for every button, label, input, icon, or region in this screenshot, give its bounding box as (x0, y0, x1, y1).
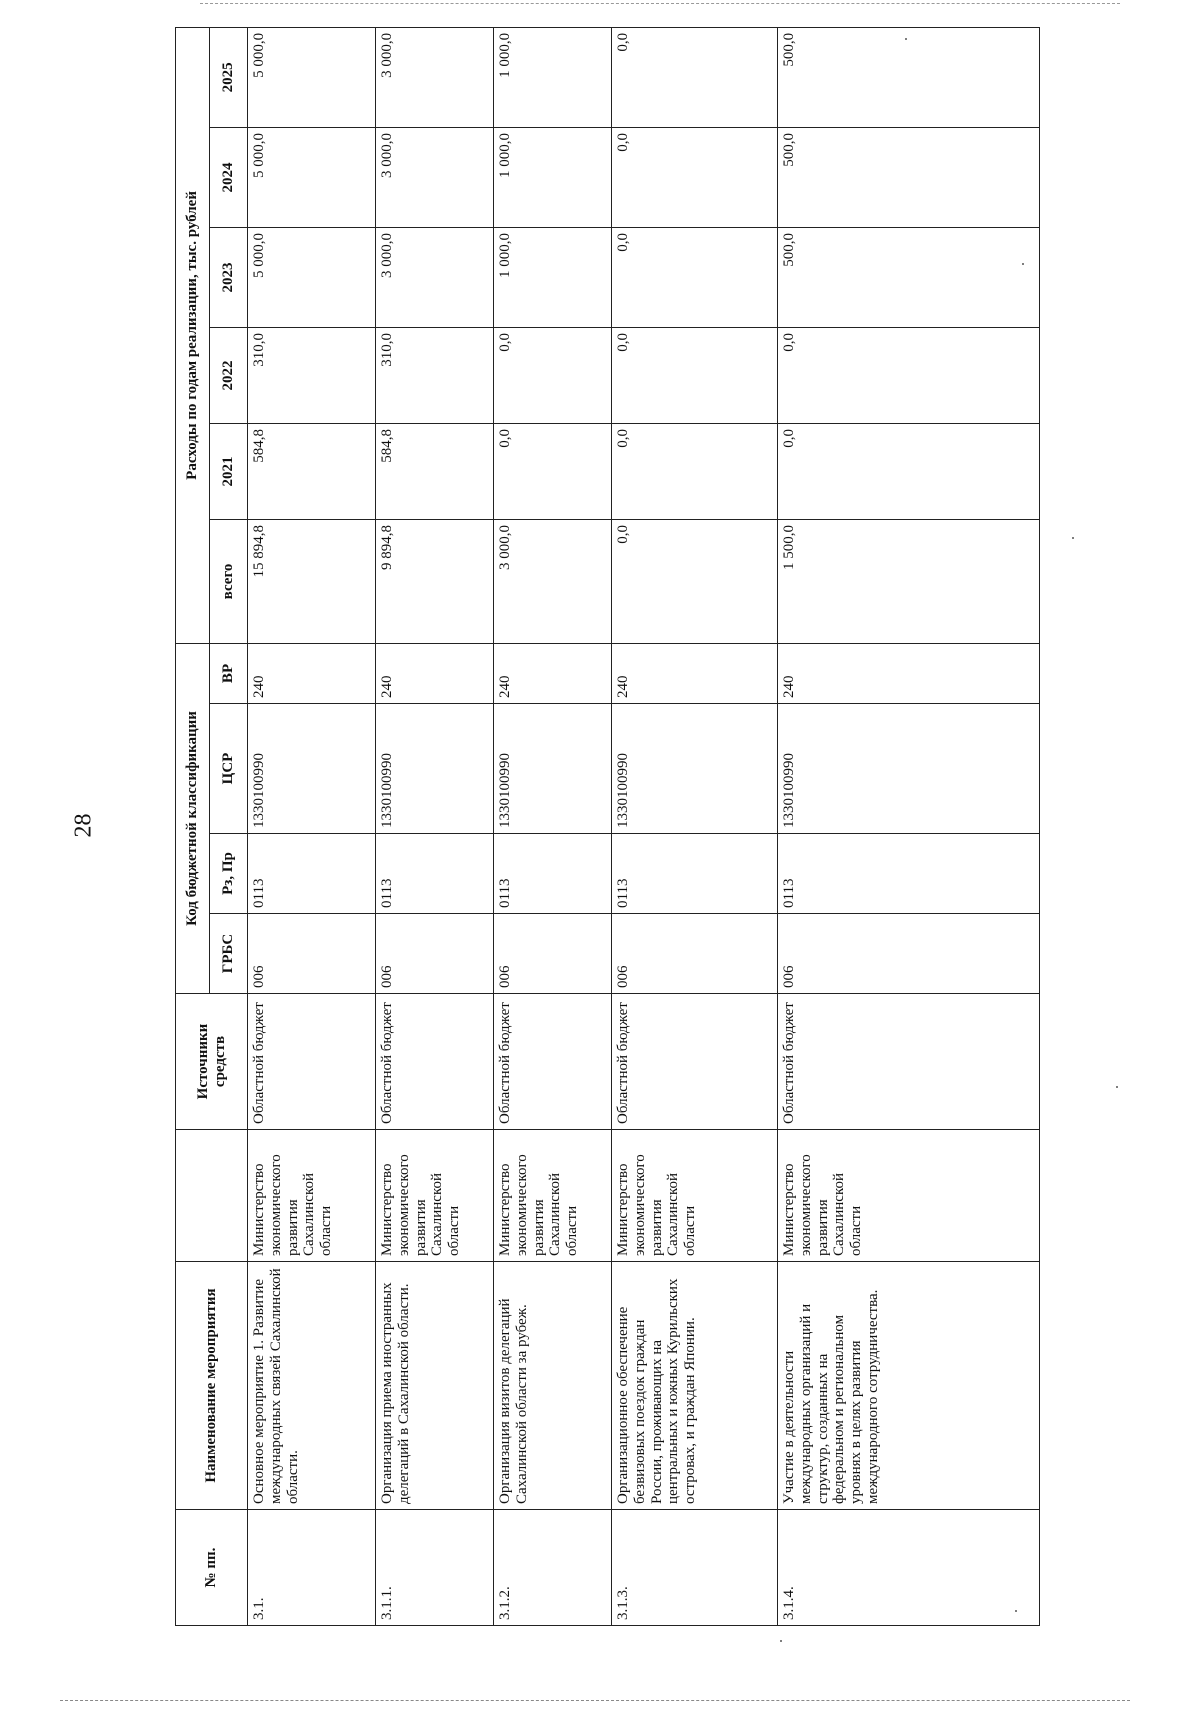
cell-2021: 0,0 (494, 423, 612, 519)
scan-edge-top (200, 3, 1120, 5)
cell-2023: 5 000,0 (248, 227, 376, 327)
cell-total: 1 500,0 (778, 519, 1040, 643)
header-2021: 2021 (210, 423, 248, 519)
cell-2024: 5 000,0 (248, 127, 376, 227)
cell-num: 3.1.4. (778, 1510, 1040, 1626)
header-name: Наименование мероприятия (176, 1262, 248, 1510)
cell-rzpr: 0113 (376, 834, 494, 914)
scan-speck (780, 1640, 782, 1642)
header-vr: ВР (210, 643, 248, 703)
cell-executor: Министерство экономического развития Сахалинской области (376, 1130, 494, 1262)
cell-source: Областной бюджет (248, 994, 376, 1130)
cell-name: Основное мероприятие 1. Развитие международных связей Сахалинской области. (248, 1262, 376, 1510)
scan-edge-bottom (60, 1700, 1130, 1702)
header-executor (176, 1130, 248, 1262)
budget-table (175, 27, 1040, 1626)
cell-2024: 0,0 (612, 127, 778, 227)
table-row (248, 27, 376, 1625)
cell-2022: 310,0 (248, 327, 376, 423)
rotated-page-content (175, 28, 1039, 1626)
cell-2023: 500,0 (778, 227, 1040, 327)
cell-name: Организация визитов делегаций Сахалинской области за рубеж. (494, 1262, 612, 1510)
header-2022: 2022 (210, 327, 248, 423)
cell-2024: 500,0 (778, 127, 1040, 227)
cell-csr: 1330100990 (248, 704, 376, 834)
cell-source: Областной бюджет (494, 994, 612, 1130)
cell-2025: 0,0 (612, 27, 778, 127)
header-sources: Источники средств (176, 994, 248, 1130)
cell-csr: 1330100990 (778, 704, 1040, 834)
header-total: всего (210, 519, 248, 643)
scan-speck (1015, 1610, 1017, 1612)
cell-rzpr: 0113 (248, 834, 376, 914)
cell-2021: 584,8 (248, 423, 376, 519)
header-budget-code: Код бюджетной классификации (176, 643, 210, 993)
scan-speck (905, 38, 907, 40)
cell-2025: 3 000,0 (376, 27, 494, 127)
cell-rzpr: 0113 (612, 834, 778, 914)
cell-grbs: 006 (376, 914, 494, 994)
cell-total: 3 000,0 (494, 519, 612, 643)
header-2023: 2023 (210, 227, 248, 327)
cell-source: Областной бюджет (376, 994, 494, 1130)
cell-vr: 240 (376, 643, 494, 703)
table-row (778, 27, 1040, 1625)
cell-grbs: 006 (778, 914, 1040, 994)
header-csr: ЦСР (210, 704, 248, 834)
header-row-1 (176, 27, 210, 1625)
cell-rzpr: 0113 (778, 834, 1040, 914)
cell-2023: 3 000,0 (376, 227, 494, 327)
cell-num: 3.1. (248, 1510, 376, 1626)
header-grbs: ГРБС (210, 914, 248, 994)
cell-source: Областной бюджет (612, 994, 778, 1130)
cell-grbs: 006 (248, 914, 376, 994)
cell-csr: 1330100990 (494, 704, 612, 834)
cell-executor: Министерство экономического развития Сахалинской области (778, 1130, 1040, 1262)
cell-vr: 240 (612, 643, 778, 703)
cell-2025: 5 000,0 (248, 27, 376, 127)
cell-name: Участие в деятельности международных организаций и структур, созданных на федеральном и региональном уровнях в целях развития международного сотрудничества. (778, 1262, 1040, 1510)
cell-2025: 1 000,0 (494, 27, 612, 127)
cell-name: Организационное обеспечение безвизовых поездок граждан России, проживающих на центральных и южных Курильских островах, и граждан Японии. (612, 1262, 778, 1510)
cell-executor: Министерство экономического развития Сахалинской области (612, 1130, 778, 1262)
cell-executor: Министерство экономического развития Сахалинской области (248, 1130, 376, 1262)
scan-speck (1022, 263, 1024, 265)
cell-2025: 500,0 (778, 27, 1040, 127)
cell-2024: 1 000,0 (494, 127, 612, 227)
cell-total: 15 894,8 (248, 519, 376, 643)
cell-2022: 310,0 (376, 327, 494, 423)
header-2025: 2025 (210, 27, 248, 127)
table-row (494, 27, 612, 1625)
scan-speck (1116, 1086, 1118, 1088)
cell-vr: 240 (248, 643, 376, 703)
table-row (612, 27, 778, 1625)
cell-source: Областной бюджет (778, 994, 1040, 1130)
cell-total: 9 894,8 (376, 519, 494, 643)
cell-2022: 0,0 (494, 327, 612, 423)
page-number: 28 (70, 813, 97, 838)
cell-2021: 0,0 (778, 423, 1040, 519)
cell-num: 3.1.1. (376, 1510, 494, 1626)
cell-total: 0,0 (612, 519, 778, 643)
header-num: № пп. (176, 1510, 248, 1626)
cell-rzpr: 0113 (494, 834, 612, 914)
scan-speck (1072, 537, 1074, 539)
header-2024: 2024 (210, 127, 248, 227)
header-rzpr: Рз, Пр (210, 834, 248, 914)
header-expenses: Расходы по годам реализации, тыс. рублей (176, 27, 210, 643)
cell-2021: 584,8 (376, 423, 494, 519)
cell-executor: Министерство экономического развития Сахалинской области (494, 1130, 612, 1262)
cell-grbs: 006 (494, 914, 612, 994)
cell-2023: 0,0 (612, 227, 778, 327)
cell-num: 3.1.3. (612, 1510, 778, 1626)
cell-vr: 240 (778, 643, 1040, 703)
cell-2022: 0,0 (778, 327, 1040, 423)
cell-2024: 3 000,0 (376, 127, 494, 227)
cell-vr: 240 (494, 643, 612, 703)
cell-csr: 1330100990 (376, 704, 494, 834)
cell-csr: 1330100990 (612, 704, 778, 834)
cell-2021: 0,0 (612, 423, 778, 519)
cell-num: 3.1.2. (494, 1510, 612, 1626)
table-row (376, 27, 494, 1625)
cell-grbs: 006 (612, 914, 778, 994)
cell-2023: 1 000,0 (494, 227, 612, 327)
cell-2022: 0,0 (612, 327, 778, 423)
cell-name: Организация приема иностранных делегаций в Сахалинской области. (376, 1262, 494, 1510)
